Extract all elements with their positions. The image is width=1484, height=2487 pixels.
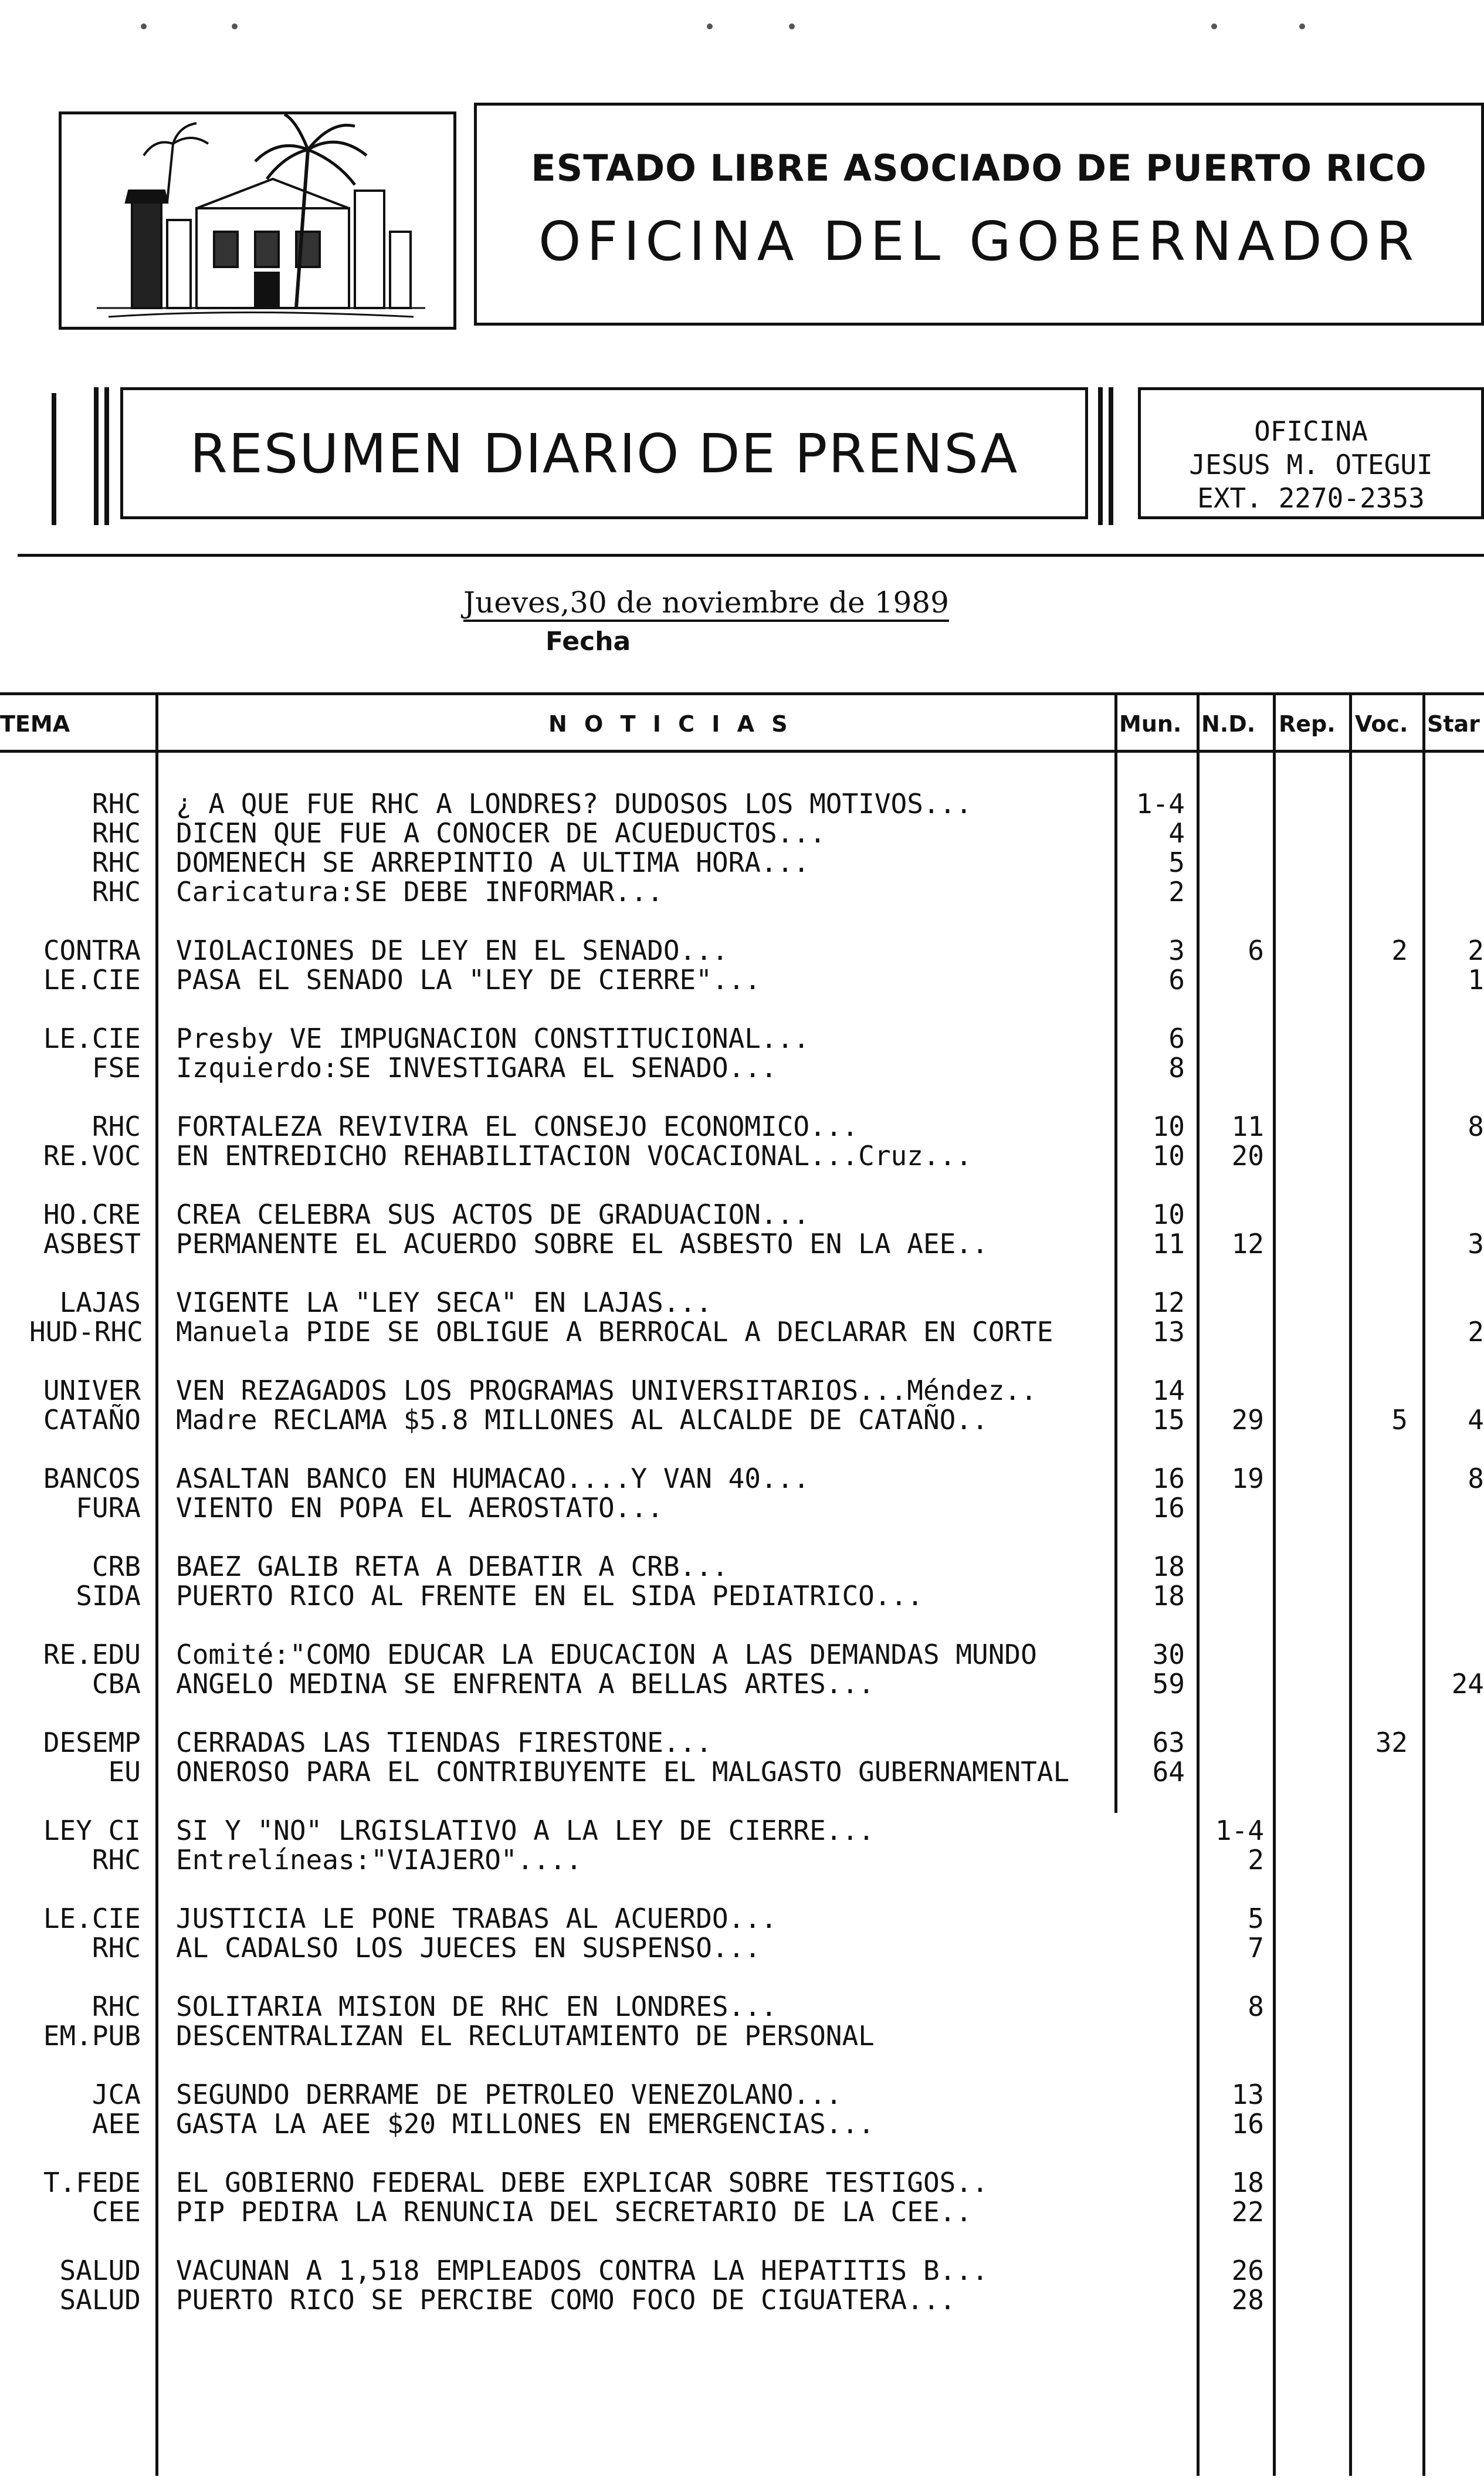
nd-cell: 12: [1231, 1228, 1264, 1260]
nd-cell: 16: [1231, 2108, 1264, 2140]
mun-cell: 59: [1152, 1668, 1185, 1700]
noticia-cell: ASALTAN BANCO EN HUMACAO....Y VAN 40...: [176, 1463, 810, 1494]
nd-cell: 29: [1231, 1404, 1264, 1436]
table-row: [0, 2021, 1484, 2050]
nd-cell: 22: [1231, 2196, 1264, 2228]
mun-cell: 14: [1152, 1375, 1185, 1406]
noticia-cell: PUERTO RICO AL FRENTE EN EL SIDA PEDIATRICO...: [176, 1580, 923, 1612]
voc-cell: 5: [1391, 1404, 1408, 1436]
noticia-cell: Comité:"COMO EDUCAR LA EDUCACION A LAS DEMANDAS MUNDO: [176, 1639, 1037, 1670]
fortaleza-building-icon: [62, 114, 453, 327]
nd-cell: 5: [1248, 1903, 1264, 1934]
tema-cell: CEE: [92, 2196, 141, 2228]
tema-cell: FSE: [92, 1052, 141, 1084]
noticia-cell: PIP PEDIRA LA RENUNCIA DEL SECRETARIO DE LA CEE..: [176, 2196, 973, 2228]
tema-cell: FURA: [76, 1492, 141, 1524]
oficina-line-1: OFICINA: [1254, 415, 1368, 447]
table-row: [0, 2285, 1484, 2315]
noticia-cell: EN ENTREDICHO REHABILITACION VOCACIONAL...Cruz...: [176, 1140, 973, 1172]
punch-hole: [1211, 23, 1217, 29]
table-row: [0, 848, 1484, 877]
tema-cell: EM.PUB: [43, 2020, 141, 2052]
voc-cell: 32: [1375, 1727, 1408, 1758]
noticia-cell: SEGUNDO DERRAME DE PETROLEO VENEZOLANO...: [176, 2079, 842, 2110]
table-row: [0, 1640, 1484, 1669]
nd-cell: 28: [1231, 2284, 1264, 2316]
mun-cell: 3: [1168, 935, 1185, 966]
mun-cell: 5: [1168, 847, 1185, 878]
col-header-tema: TEMA: [0, 711, 70, 737]
noticia-cell: ONEROSO PARA EL CONTRIBUYENTE EL MALGASTO GUBERNAMENTAL: [176, 1756, 1070, 1788]
resumen-title: RESUMEN DIARIO DE PRENSA: [189, 422, 1019, 485]
punch-hole: [232, 23, 238, 29]
tema-cell: EU: [108, 1756, 141, 1788]
logo-box: [59, 111, 456, 330]
mun-cell: 6: [1168, 964, 1185, 996]
mun-cell: 16: [1152, 1492, 1185, 1524]
star-cell: 3: [1468, 1228, 1484, 1260]
table-row: [0, 1141, 1484, 1170]
noticia-cell: Izquierdo:SE INVESTIGARA EL SENADO...: [176, 1052, 777, 1084]
noticia-cell: VIOLACIONES DE LEY EN EL SENADO...: [176, 935, 729, 966]
table-row: [0, 936, 1484, 965]
star-cell: 2: [1468, 1316, 1484, 1348]
table-row: [0, 1552, 1484, 1581]
mun-cell: 30: [1152, 1639, 1185, 1670]
mun-cell: 2: [1168, 876, 1185, 908]
mun-cell: 10: [1152, 1111, 1185, 1142]
star-cell: 2: [1468, 935, 1484, 966]
noticia-cell: DESCENTRALIZAN EL RECLUTAMIENTO DE PERSONAL: [176, 2020, 875, 2052]
table-row: [0, 1464, 1484, 1493]
table-row: [0, 2197, 1484, 2227]
punch-hole: [707, 23, 713, 29]
noticia-cell: VACUNAN A 1,518 EMPLEADOS CONTRA LA HEPATITIS B...: [176, 2255, 988, 2286]
tema-cell: ASBEST: [43, 1228, 141, 1260]
noticia-cell: Presby VE IMPUGNACION CONSTITUCIONAL...: [176, 1023, 810, 1054]
noticia-cell: GASTA LA AEE $20 MILLONES EN EMERGENCIAS...: [176, 2108, 875, 2140]
noticia-cell: CERRADAS LAS TIENDAS FIRESTONE...: [176, 1727, 712, 1758]
noticia-cell: PUERTO RICO SE PERCIBE COMO FOCO DE CIGUATERA...: [176, 2284, 956, 2316]
noticia-cell: VIGENTE LA "LEY SECA" EN LAJAS...: [176, 1287, 712, 1318]
decorative-bar: [1098, 387, 1103, 525]
star-cell: 8: [1468, 1111, 1484, 1142]
mun-cell: 18: [1152, 1580, 1185, 1612]
mun-cell: 64: [1152, 1756, 1185, 1788]
col-header-rep: Rep.: [1279, 711, 1336, 737]
nd-cell: 20: [1231, 1140, 1264, 1172]
decorative-bar: [1109, 387, 1113, 525]
noticia-cell: Madre RECLAMA $5.8 MILLONES AL ALCALDE DE CATAÑO..: [176, 1404, 988, 1436]
horizontal-rule: [18, 554, 1484, 557]
tema-cell: SALUD: [59, 2255, 141, 2286]
table-row: [0, 1493, 1484, 1522]
table-row: [0, 1757, 1484, 1786]
tema-cell: RHC: [92, 817, 141, 849]
noticia-cell: Manuela PIDE SE OBLIGUE A BERROCAL A DECLARAR EN CORTE: [176, 1316, 1053, 1348]
tema-cell: SALUD: [59, 2284, 141, 2316]
table-row: [0, 1816, 1484, 1845]
tema-cell: SIDA: [76, 1580, 141, 1612]
mun-cell: 15: [1152, 1404, 1185, 1436]
tema-cell: RHC: [92, 876, 141, 908]
table-row: [0, 2080, 1484, 2109]
table-row: [0, 789, 1484, 818]
decorative-bar: [104, 387, 109, 525]
col-header-noticias: N O T I C I A S: [548, 711, 792, 737]
nd-cell: 7: [1248, 1932, 1264, 1964]
table-row: [0, 1200, 1484, 1229]
mun-cell: 18: [1152, 1551, 1185, 1582]
voc-cell: 2: [1391, 935, 1408, 966]
fecha-value: Jueves,30 de noviembre de 1989: [463, 586, 949, 622]
table-row: [0, 1933, 1484, 1962]
tema-cell: RHC: [92, 1991, 141, 2022]
mun-cell: 13: [1152, 1316, 1185, 1348]
noticia-cell: ¿ A QUE FUE RHC A LONDRES? DUDOSOS LOS MOTIVOS...: [176, 788, 973, 820]
noticia-cell: DOMENECH SE ARREPINTIO A ULTIMA HORA...: [176, 847, 810, 878]
table-row: [0, 2109, 1484, 2139]
tema-cell: RHC: [92, 788, 141, 820]
resumen-box: [120, 387, 1088, 519]
mun-cell: 11: [1152, 1228, 1185, 1260]
nd-cell: 8: [1248, 1991, 1264, 2022]
noticia-cell: Entrelíneas:"VIAJERO"....: [176, 1844, 582, 1876]
noticia-cell: ANGELO MEDINA SE ENFRENTA A BELLAS ARTES...: [176, 1668, 875, 1700]
tema-cell: RHC: [92, 1932, 141, 1964]
table-row: [0, 1405, 1484, 1434]
table-row: [0, 1024, 1484, 1053]
noticia-cell: CREA CELEBRA SUS ACTOS DE GRADUACION...: [176, 1199, 810, 1230]
table-row: [0, 1053, 1484, 1082]
tema-cell: UNIVER: [43, 1375, 141, 1406]
table-row: [0, 1728, 1484, 1757]
table-row: [0, 1317, 1484, 1346]
oficina-line-2: JESUS M. OTEGUI: [1189, 449, 1433, 481]
table-row: [0, 818, 1484, 848]
tema-cell: LE.CIE: [43, 1903, 141, 1934]
col-header-mun: Mun.: [1119, 711, 1182, 737]
tema-cell: LE.CIE: [43, 1023, 141, 1054]
punch-hole: [789, 23, 795, 29]
table-header-rule: [0, 750, 1484, 753]
tema-cell: HUD-RHC: [29, 1316, 143, 1348]
mun-cell: 63: [1152, 1727, 1185, 1758]
tema-cell: RHC: [92, 1111, 141, 1142]
nd-cell: 2: [1248, 1844, 1264, 1876]
tema-cell: LE.CIE: [43, 964, 141, 996]
table-row: [0, 2256, 1484, 2285]
table-row: [0, 1288, 1484, 1317]
nd-cell: 6: [1248, 935, 1264, 966]
tema-cell: DESEMP: [43, 1727, 141, 1758]
nd-cell: 26: [1231, 2255, 1264, 2286]
nd-cell: 11: [1231, 1111, 1264, 1142]
noticia-cell: VIENTO EN POPA EL AEROSTATO...: [176, 1492, 663, 1524]
noticia-cell: AL CADALSO LOS JUECES EN SUSPENSO...: [176, 1932, 761, 1964]
decorative-bar: [52, 393, 56, 525]
col-header-voc: Voc.: [1355, 711, 1408, 737]
tema-cell: LAJAS: [59, 1287, 141, 1318]
star-cell: 24: [1451, 1668, 1484, 1700]
tema-cell: CBA: [92, 1668, 141, 1700]
table-top-rule: [0, 692, 1484, 695]
star-cell: 4: [1468, 1404, 1484, 1436]
mun-cell: 6: [1168, 1023, 1185, 1054]
table-row: [0, 2168, 1484, 2197]
oficina-box: [1138, 387, 1484, 519]
decorative-bar: [94, 387, 99, 525]
tema-cell: RE.EDU: [43, 1639, 141, 1670]
tema-cell: CATAÑO: [43, 1404, 141, 1436]
mun-cell: 4: [1168, 817, 1185, 849]
table-row: [0, 1669, 1484, 1698]
tema-cell: HO.CRE: [43, 1199, 141, 1230]
table-row: [0, 877, 1484, 906]
noticia-cell: BAEZ GALIB RETA A DEBATIR A CRB...: [176, 1551, 729, 1582]
col-header-nd: N.D.: [1201, 711, 1256, 737]
nd-cell: 1-4: [1215, 1815, 1264, 1846]
table-row: [0, 1992, 1484, 2021]
government-line-1: ESTADO LIBRE ASOCIADO DE PUERTO RICO: [531, 147, 1427, 190]
tema-cell: AEE: [92, 2108, 141, 2140]
tema-cell: BANCOS: [43, 1463, 141, 1494]
tema-cell: CRB: [92, 1551, 141, 1582]
tema-cell: CONTRA: [43, 935, 141, 966]
mun-cell: 1-4: [1136, 788, 1185, 820]
punch-hole: [1299, 23, 1305, 29]
table-row: [0, 1229, 1484, 1258]
noticia-cell: Caricatura:SE DEBE INFORMAR...: [176, 876, 663, 908]
col-header-star: Star: [1427, 711, 1480, 737]
government-header: [474, 103, 1484, 326]
noticia-cell: VEN REZAGADOS LOS PROGRAMAS UNIVERSITARIOS...Méndez..: [176, 1375, 1037, 1406]
star-cell: 1: [1468, 964, 1484, 996]
oficina-line-3: EXT. 2270-2353: [1197, 482, 1425, 514]
noticia-cell: JUSTICIA LE PONE TRABAS AL ACUERDO...: [176, 1903, 777, 1934]
fecha-label: Fecha: [546, 627, 631, 657]
mun-cell: 8: [1168, 1052, 1185, 1084]
mun-cell: 16: [1152, 1463, 1185, 1494]
noticia-cell: PASA EL SENADO LA "LEY DE CIERRE"...: [176, 964, 761, 996]
table-row: [0, 1581, 1484, 1610]
table-row: [0, 1112, 1484, 1141]
tema-cell: RHC: [92, 1844, 141, 1876]
tema-cell: RHC: [92, 847, 141, 878]
nd-cell: 13: [1231, 2079, 1264, 2110]
noticia-cell: DICEN QUE FUE A CONOCER DE ACUEDUCTOS...: [176, 817, 826, 849]
nd-cell: 19: [1231, 1463, 1264, 1494]
mun-cell: 10: [1152, 1140, 1185, 1172]
noticia-cell: FORTALEZA REVIVIRA EL CONSEJO ECONOMICO...: [176, 1111, 859, 1142]
nd-cell: 18: [1231, 2167, 1264, 2198]
table-row: [0, 965, 1484, 994]
noticia-cell: PERMANENTE EL ACUERDO SOBRE EL ASBESTO EN LA AEE..: [176, 1228, 988, 1260]
table-row: [0, 1904, 1484, 1933]
tema-cell: T.FEDE: [43, 2167, 141, 2198]
noticia-cell: SOLITARIA MISION DE RHC EN LONDRES...: [176, 1991, 777, 2022]
tema-cell: LEY CI: [43, 1815, 141, 1846]
table-row: [0, 1376, 1484, 1405]
mun-cell: 12: [1152, 1287, 1185, 1318]
tema-cell: RE.VOC: [43, 1140, 141, 1172]
mun-cell: 10: [1152, 1199, 1185, 1230]
tema-cell: JCA: [92, 2079, 141, 2110]
noticia-cell: SI Y "NO" LRGISLATIVO A LA LEY DE CIERRE...: [176, 1815, 875, 1846]
star-cell: 8: [1468, 1463, 1484, 1494]
table-row: [0, 1845, 1484, 1874]
government-line-2: OFICINA DEL GOBERNADOR: [538, 210, 1420, 273]
punch-hole: [141, 23, 147, 29]
noticia-cell: EL GOBIERNO FEDERAL DEBE EXPLICAR SOBRE TESTIGOS..: [176, 2167, 988, 2198]
